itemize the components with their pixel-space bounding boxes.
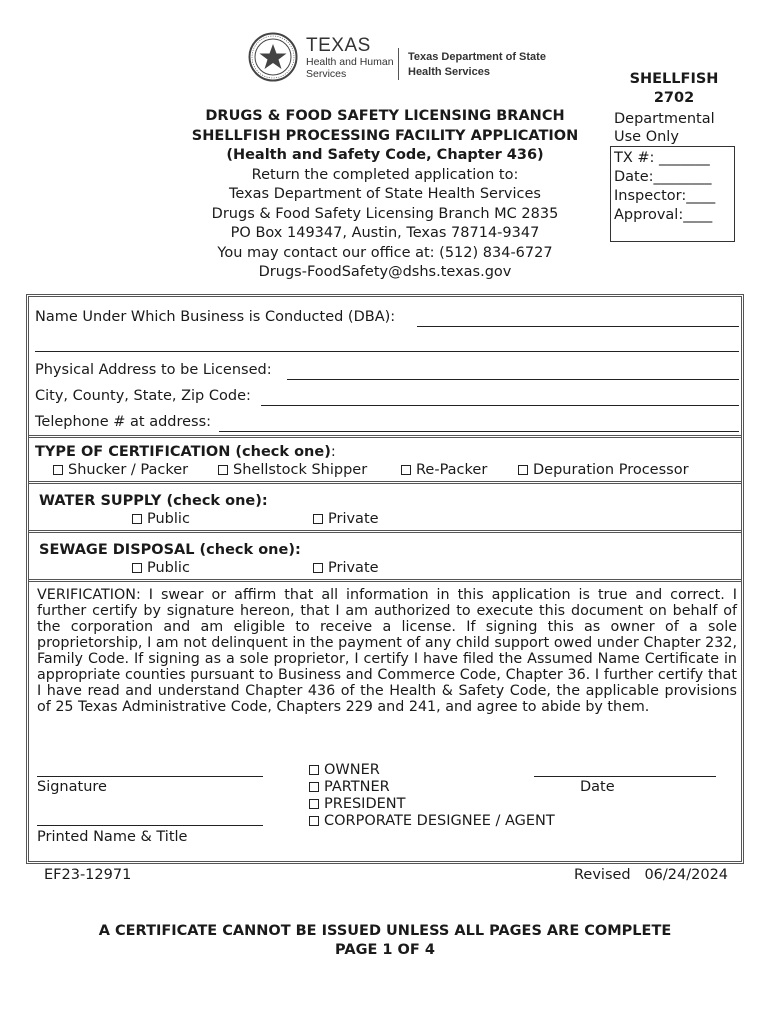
- header-block: [160, 107, 610, 283]
- dept-tx-field: TX #: _______: [614, 150, 710, 166]
- texas-seal-logo: [248, 32, 298, 82]
- phone-label: Telephone # at address:: [35, 414, 212, 430]
- cert-option-depuration[interactable]: [518, 462, 689, 478]
- checkbox[interactable]: [309, 816, 319, 826]
- role-corporate-designee[interactable]: [309, 813, 555, 829]
- page-number: PAGE 1 OF 4: [335, 942, 435, 958]
- checkbox[interactable]: [518, 465, 528, 475]
- cert-option-shucker-label: Shucker / Packer: [68, 462, 189, 478]
- logo-hhs-line2: Services: [306, 68, 347, 80]
- role-partner-label: PARTNER: [324, 779, 390, 795]
- role-owner[interactable]: [309, 762, 380, 778]
- application-form-frame: [26, 294, 744, 864]
- checkbox[interactable]: [401, 465, 411, 475]
- departmental-use-box: [610, 146, 735, 242]
- cert-option-depuration-label: Depuration Processor: [533, 462, 689, 478]
- header-code: (Health and Safety Code, Chapter 436): [226, 147, 544, 163]
- date-label: Date: [580, 779, 615, 795]
- logo-hhs-text: [306, 56, 406, 80]
- water-option-public[interactable]: [132, 511, 190, 527]
- address-field[interactable]: [287, 379, 739, 380]
- cert-option-repacker-label: Re-Packer: [416, 462, 488, 478]
- departmental-title-line1: Departmental: [614, 111, 715, 127]
- departmental-title-line2: Use Only: [614, 129, 679, 145]
- header-pobox: PO Box 149347, Austin, Texas 78714-9347: [230, 225, 540, 241]
- checkbox[interactable]: [313, 563, 323, 573]
- checkbox[interactable]: [132, 514, 142, 524]
- form-id-line2: 2702: [653, 90, 695, 106]
- header-branch: DRUGS & FOOD SAFETY LICENSING BRANCH: [205, 108, 565, 124]
- header-return: Return the completed application to:: [251, 166, 519, 183]
- cert-option-shellstock-label: Shellstock Shipper: [233, 462, 368, 478]
- completion-notice: [0, 922, 770, 960]
- cert-option-shucker[interactable]: [53, 462, 188, 478]
- checkbox[interactable]: [53, 465, 63, 475]
- header-dept: Texas Department of State Health Services: [229, 186, 541, 202]
- printed-name-field[interactable]: [37, 825, 263, 826]
- header-email: Drugs-FoodSafety@dshs.texas.gov: [258, 264, 512, 280]
- date-field[interactable]: [534, 776, 716, 777]
- certification-title: [35, 444, 336, 460]
- water-title: WATER SUPPLY (check one):: [39, 493, 268, 509]
- sewage-option-public-label: Public: [147, 560, 190, 576]
- role-president-label: PRESIDENT: [324, 796, 406, 812]
- role-owner-label: OWNER: [324, 762, 380, 778]
- departmental-title: [614, 110, 738, 146]
- form-number: EF23-12971: [44, 867, 132, 883]
- logo-dshs-line2: Health Services: [408, 66, 490, 78]
- water-option-private[interactable]: [313, 511, 379, 527]
- certification-title-text: TYPE OF CERTIFICATION (check one): [35, 444, 331, 460]
- sewage-option-private[interactable]: [313, 560, 379, 576]
- form-id: [612, 70, 736, 108]
- city-field[interactable]: [261, 405, 739, 406]
- dba-field[interactable]: [417, 326, 739, 327]
- logo-texas-text: TEXAS: [306, 35, 371, 56]
- logo-hhs-line1: Health and Human: [306, 56, 394, 68]
- completion-notice-line1: A CERTIFICATE CANNOT BE ISSUED UNLESS ALL PAGES ARE COMPLETE: [98, 923, 672, 939]
- phone-field[interactable]: [219, 431, 739, 432]
- checkbox[interactable]: [309, 782, 319, 792]
- role-partner[interactable]: [309, 779, 390, 795]
- sewage-option-public[interactable]: [132, 560, 190, 576]
- dba-label: Name Under Which Business is Conducted (DBA):: [35, 309, 396, 325]
- address-label: Physical Address to be Licensed:: [35, 362, 272, 378]
- signature-label: Signature: [37, 779, 107, 795]
- checkbox[interactable]: [132, 563, 142, 573]
- certification-title-colon: :: [330, 444, 336, 460]
- role-president[interactable]: [309, 796, 406, 812]
- cert-option-repacker[interactable]: [401, 462, 487, 478]
- dept-approval-field: Approval:____: [614, 207, 713, 223]
- cert-option-shellstock[interactable]: [218, 462, 367, 478]
- checkbox[interactable]: [313, 514, 323, 524]
- divider-sewage: [29, 530, 741, 533]
- verification-text: VERIFICATION: I swear or affirm that all information in this application is true and correct. I further certify by signature hereon, that I am authorized to execute this document on behalf of the corporation and am eligible to receive a license. If signing this as owner of a sole proprietorship, I am not delinquent in the payment of any child support owed under Chapter 232, Family Code. If signing as a sole proprietor, I certify I have filed the Assumed Name Certificate in appropriate counties pursuant to Business and Commerce Code, Chapter 36. I further certify that I have read and understand Chapter 436 of the Health & Safety Code, the applicable provisions of 25 Texas Administrative Code, Chapters 229 and 241, and agree to abide by them.: [37, 587, 737, 715]
- header-phone: You may contact our office at: (512) 834-6727: [217, 244, 553, 261]
- sewage-title: SEWAGE DISPOSAL (check one):: [39, 542, 301, 558]
- form-id-line1: SHELLFISH: [629, 71, 719, 87]
- divider-certification: [29, 435, 741, 438]
- role-corporate-designee-label: CORPORATE DESIGNEE / AGENT: [324, 813, 555, 829]
- header-branch-mc: Drugs & Food Safety Licensing Branch MC 2835: [211, 205, 559, 222]
- water-option-public-label: Public: [147, 511, 190, 527]
- logo-dshs-line1: Texas Department of State: [408, 51, 546, 63]
- printed-name-label: Printed Name & Title: [37, 829, 188, 845]
- divider-verification: [29, 579, 741, 582]
- logo-divider: [398, 48, 399, 80]
- sewage-option-private-label: Private: [328, 560, 379, 576]
- checkbox[interactable]: [309, 765, 319, 775]
- dept-inspector-field: Inspector:____: [614, 188, 716, 204]
- revised-date: Revised 06/24/2024: [574, 867, 729, 883]
- dba-field-line2[interactable]: [35, 351, 739, 352]
- header-title: SHELLFISH PROCESSING FACILITY APPLICATION: [191, 127, 579, 144]
- city-label: City, County, State, Zip Code:: [35, 388, 251, 404]
- logo-dshs-text: [408, 50, 548, 80]
- checkbox[interactable]: [218, 465, 228, 475]
- water-option-private-label: Private: [328, 511, 379, 527]
- divider-water: [29, 481, 741, 484]
- signature-field[interactable]: [37, 776, 263, 777]
- checkbox[interactable]: [309, 799, 319, 809]
- dept-date-field: Date:________: [614, 169, 712, 185]
